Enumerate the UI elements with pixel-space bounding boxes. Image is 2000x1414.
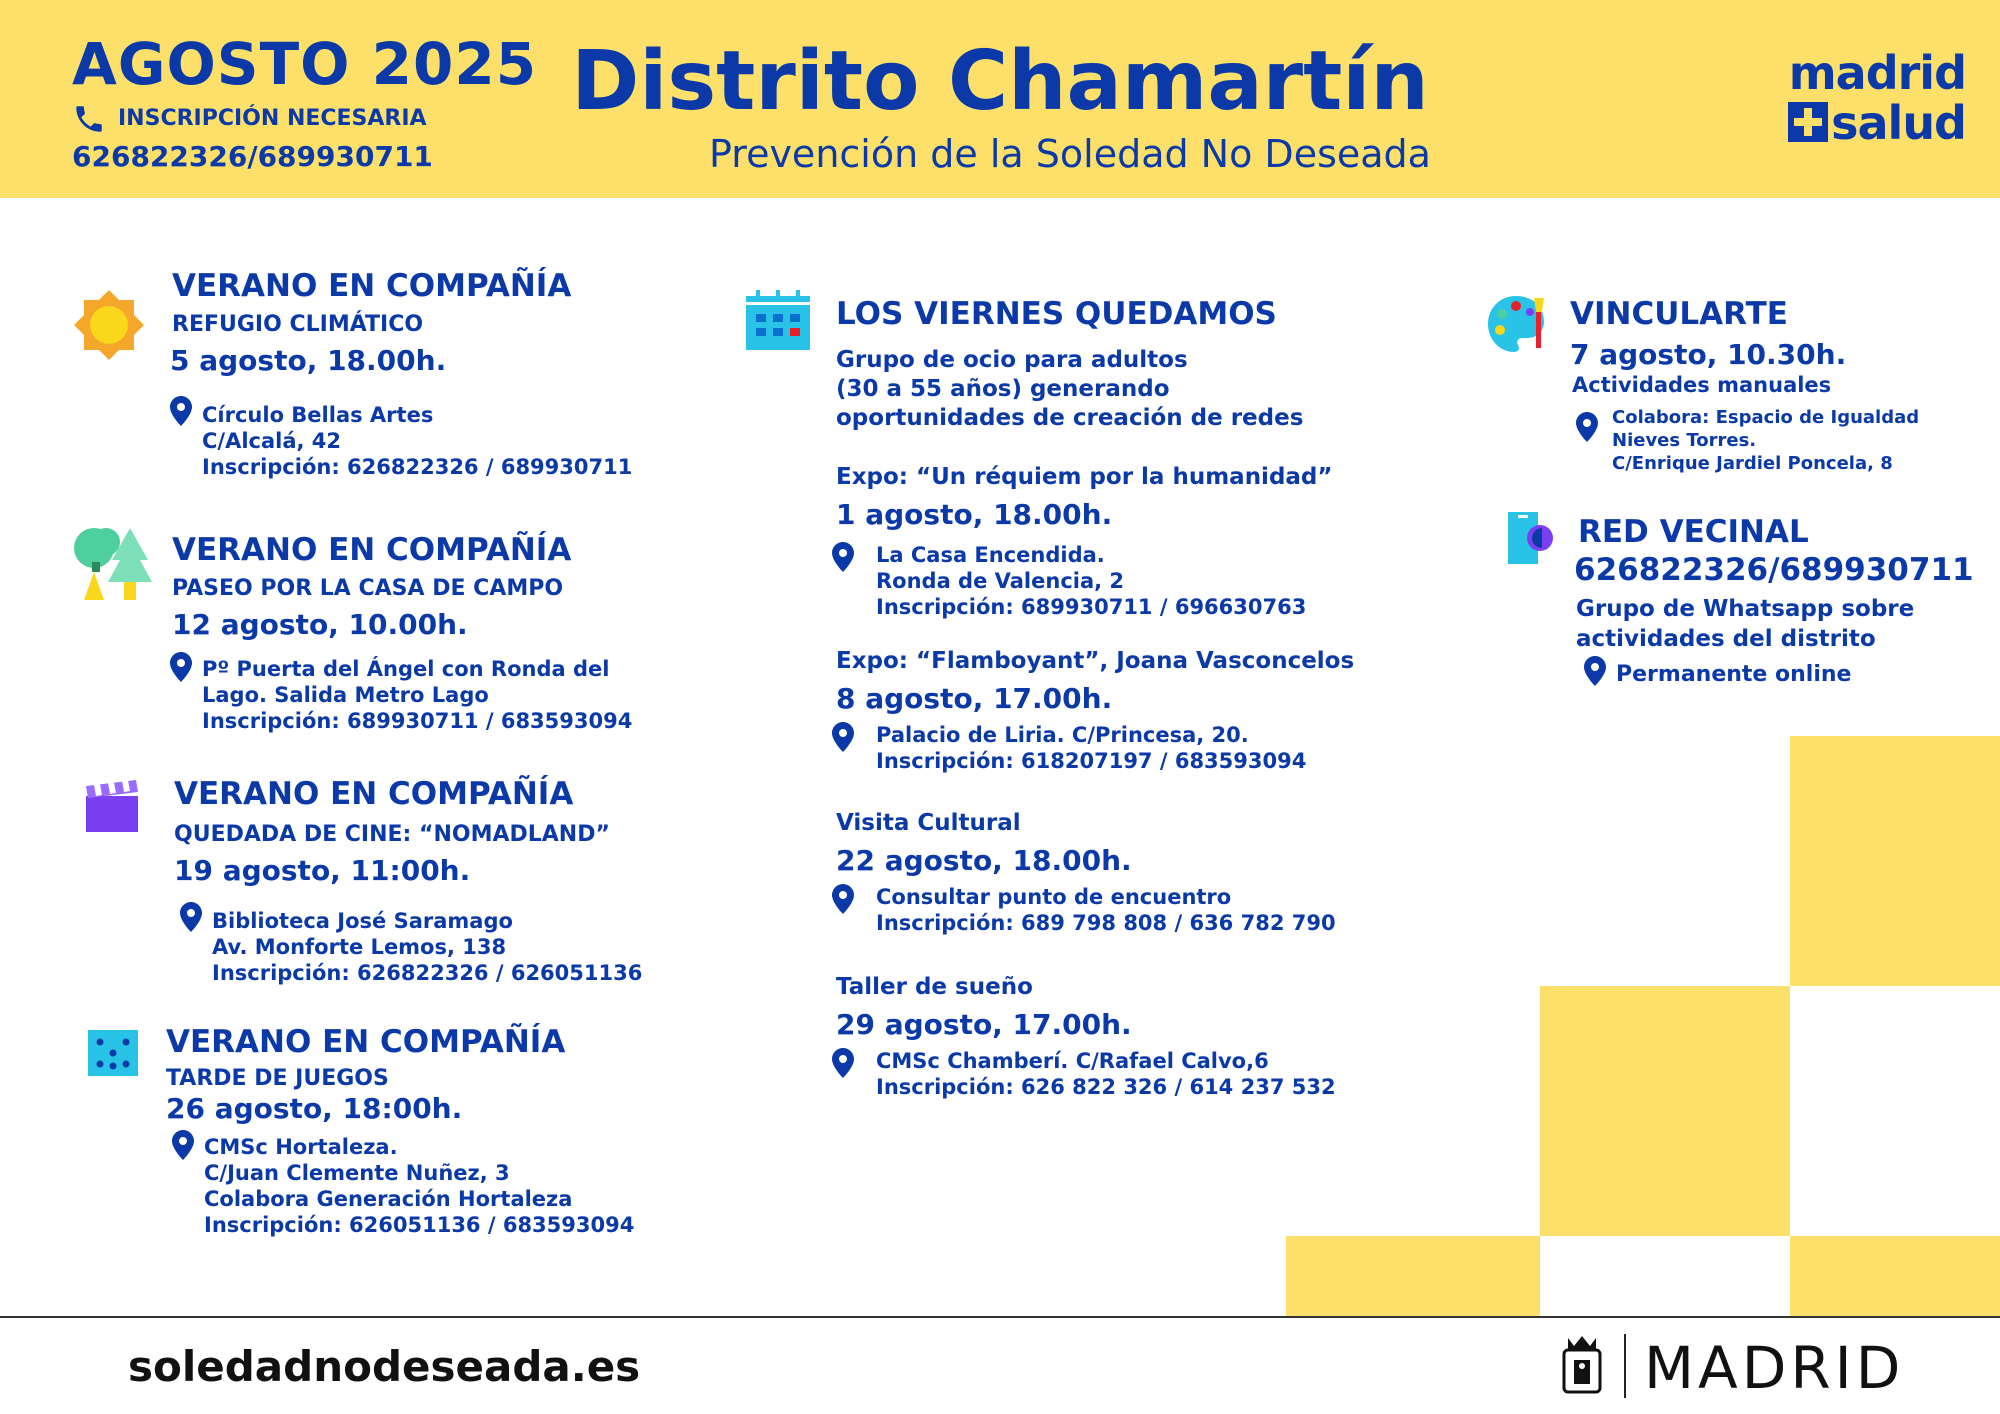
section-description [1576,594,1914,654]
logo-text-madrid: madrid [1788,46,1966,100]
location-line: Permanente online [1616,662,1852,687]
location-line: C/Juan Clemente Nuñez, 3 [204,1161,510,1185]
location-pin-icon [1576,412,1598,442]
dice-icon [88,1030,138,1076]
footer-divider [0,1316,2000,1318]
event-name: Taller de sueño [836,974,1033,1000]
trees-icon [72,524,156,600]
event-date: 7 agosto, 10.30h. [1570,338,1847,371]
location-line: C/Enrique Jardiel Poncela, 8 [1612,453,1893,474]
event-location [1612,406,1919,475]
event-name: Expo: “Flamboyant”, Joana Vasconcelos [836,648,1355,674]
location-line: La Casa Encendida. [876,543,1105,567]
location-pin-icon [832,722,854,752]
location-pin-icon [832,1048,854,1078]
event-subtitle: QUEDADA DE CINE: “NOMADLAND” [174,822,610,847]
event-title: VERANO EN COMPAÑÍA [172,268,572,304]
event-subtitle: PASEO POR LA CASA DE CAMPO [172,576,564,601]
location-line: Inscripción: 626051136 / 683593094 [204,1213,635,1237]
event-title: VERANO EN COMPAÑÍA [172,532,572,568]
location-line: Biblioteca José Saramago [212,909,513,933]
location-line: CMSc Chamberí. C/Rafael Calvo,6 [876,1049,1269,1073]
event-date: 19 agosto, 11:00h. [174,854,471,887]
chat-phone-icon [1508,512,1554,564]
decor-block [1790,736,2000,986]
sun-icon [74,290,144,360]
decor-block [1790,1236,2000,1316]
event-date: 26 agosto, 18:00h. [166,1092,463,1125]
event-location [876,542,1306,620]
event-subtitle: Actividades manuales [1572,373,1832,397]
event-title: VERANO EN COMPAÑÍA [166,1024,566,1060]
registration-phones: 626822326/689930711 [72,140,433,173]
location-pin-icon [832,884,854,914]
location-line: Círculo Bellas Artes [202,403,434,427]
registration-label: INSCRIPCIÓN NECESARIA [118,106,427,131]
city-wordmark: MADRID [1644,1334,1905,1402]
description-line: Grupo de Whatsapp sobre [1576,596,1915,622]
location-pin-icon [832,542,854,572]
location-line: Colabora: Espacio de Igualdad [1612,407,1920,428]
section-description [836,346,1303,433]
location-pin-icon [170,396,192,426]
location-pin-icon [170,652,192,682]
event-location [212,908,642,986]
event-name: Expo: “Un réquiem por la humanidad” [836,464,1333,490]
page-subtitle: Prevención de la Soledad No Deseada [709,132,1431,176]
event-location [876,884,1336,936]
location-line: C/Alcalá, 42 [202,429,342,453]
event-date: 22 agosto, 18.00h. [836,844,1132,877]
description-line: (30 a 55 años) generando [836,376,1170,402]
month-title: AGOSTO 2025 [72,30,538,98]
event-location [202,402,632,480]
section-title: RED VECINAL [1578,514,1809,550]
section-title: LOS VIERNES QUEDAMOS [836,296,1277,332]
calendar-icon [746,290,810,350]
event-date: 12 agosto, 10.00h. [172,608,468,641]
description-line: oportunidades de creación de redes [836,405,1304,431]
location-line: Inscripción: 626822326 / 689930711 [202,455,633,479]
event-subtitle: REFUGIO CLIMÁTICO [172,312,424,337]
event-date: 29 agosto, 17.00h. [836,1008,1132,1041]
description-line: Grupo de ocio para adultos [836,347,1188,373]
location-line: Inscripción: 689930711 / 683593094 [202,709,633,733]
location-line: Inscripción: 618207197 / 683593094 [876,749,1307,773]
location-line: Lago. Salida Metro Lago [202,683,489,707]
decor-block [1286,1236,1540,1316]
page-title: Distrito Chamartín [571,34,1429,129]
location-pin-icon [172,1130,194,1160]
event-subtitle: TARDE DE JUEGOS [166,1066,389,1091]
logo-text-salud: salud [1831,96,1966,150]
location-line: Palacio de Liria. C/Princesa, 20. [876,723,1249,747]
section-title: VINCULARTE [1570,296,1788,332]
location-line: Inscripción: 626822326 / 626051136 [212,961,643,985]
event-name: Visita Cultural [836,810,1021,836]
location-line: Nieves Torres. [1612,430,1757,451]
event-date: 1 agosto, 18.00h. [836,498,1113,531]
location-line: CMSc Hortaleza. [204,1135,398,1159]
location-line: Consultar punto de encuentro [876,885,1232,909]
palette-icon [1486,292,1546,356]
location-pin-icon [180,902,202,932]
event-location [202,656,632,734]
event-title: VERANO EN COMPAÑÍA [174,776,574,812]
cross-icon [1788,102,1828,142]
footer-separator [1624,1334,1626,1398]
event-location [204,1134,634,1238]
location-line: Colabora Generación Hortaleza [204,1187,573,1211]
event-date: 8 agosto, 17.00h. [836,682,1113,715]
location-line: Ronda de Valencia, 2 [876,569,1125,593]
event-date: 5 agosto, 18.00h. [170,344,447,377]
location-line: Inscripción: 689 798 808 / 636 782 790 [876,911,1336,935]
event-location [876,1048,1336,1100]
event-location [1616,662,1851,688]
madrid-crest-icon [1560,1334,1604,1398]
website-link[interactable]: soledadnodeseada.es [128,1342,641,1391]
location-pin-icon [1584,656,1606,686]
location-line: Av. Monforte Lemos, 138 [212,935,507,959]
madrid-salud-logo [1760,46,1966,150]
event-location [876,722,1306,774]
description-line: actividades del distrito [1576,626,1876,652]
location-line: Inscripción: 626 822 326 / 614 237 532 [876,1075,1336,1099]
clapperboard-icon [86,780,140,832]
location-line: Pº Puerta del Ángel con Ronda del [202,657,610,681]
location-line: Inscripción: 689930711 / 696630763 [876,595,1307,619]
section-phones: 626822326/689930711 [1574,552,1974,588]
decor-block [1540,986,1790,1236]
